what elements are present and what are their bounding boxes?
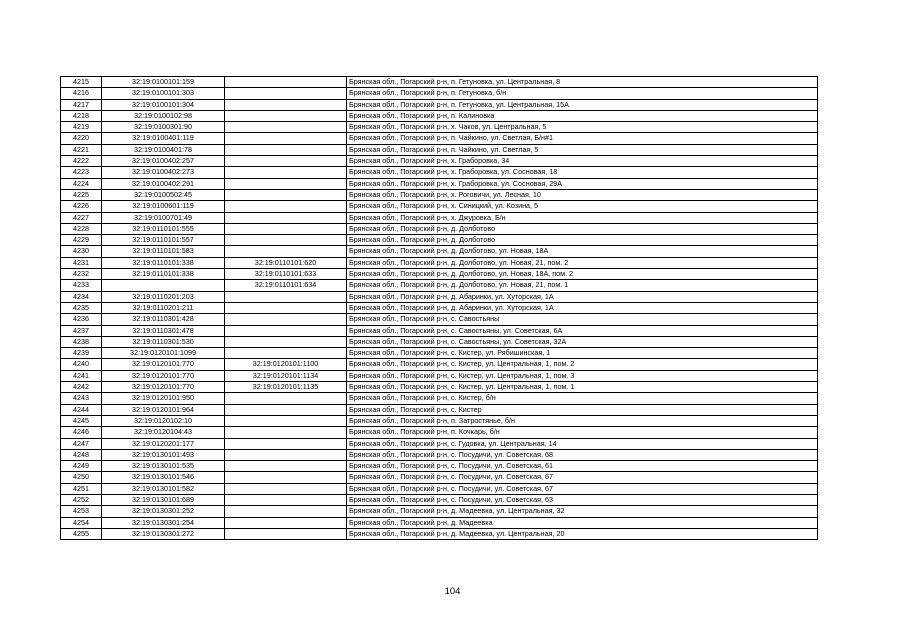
room-cadastral-number-cell	[225, 212, 347, 223]
table-row	[61, 404, 818, 415]
cadastral-number-cell: 32:19:0120101:770	[102, 382, 225, 393]
room-cadastral-number-cell	[225, 528, 347, 539]
room-cadastral-number-cell	[225, 472, 347, 483]
address-cell: Брянская обл., Погарский р-н, с. Кистер, ул. Центральная, 1, пом. 3	[347, 370, 818, 381]
cadastral-number-cell: 32:19:0100502:45	[102, 189, 225, 200]
cadastral-number-cell: 32:19:0100601:119	[102, 201, 225, 212]
row-number-cell: 4247	[61, 438, 102, 449]
table-row	[61, 167, 818, 178]
address-cell: Брянская обл., Погарский р-н, д. Абаринки, ул. Хуторская, 1А	[347, 302, 818, 313]
table-row	[61, 449, 818, 460]
address-cell: Брянская обл., Погарский р-н, с. Кистер	[347, 404, 818, 415]
table-row	[61, 291, 818, 302]
table-row	[61, 325, 818, 336]
row-number-cell: 4229	[61, 235, 102, 246]
row-number-cell: 4249	[61, 461, 102, 472]
cadastral-number-cell: 32:19:0130101:493	[102, 449, 225, 460]
address-cell: Брянская обл., Погарский р-н, с. Кистер, б/н	[347, 393, 818, 404]
table-row	[61, 382, 818, 393]
address-cell: Брянская обл., Погарский р-н, п. Чайкино, ул. Светлая, Б/н#1	[347, 133, 818, 144]
room-cadastral-number-cell	[225, 461, 347, 472]
address-cell: Брянская обл., Погарский р-н, п. Гетуновка, ул. Центральная, 8	[347, 77, 818, 88]
table-row	[61, 393, 818, 404]
address-cell: Брянская обл., Погарский р-н, п. Затростянье, б/н	[347, 415, 818, 426]
cadastral-number-cell: 32:19:0120102:10	[102, 415, 225, 426]
cadastral-number-cell	[102, 280, 225, 291]
room-cadastral-number-cell	[225, 506, 347, 517]
table-row	[61, 189, 818, 200]
room-cadastral-number-cell: 32:19:0120101:1135	[225, 382, 347, 393]
address-cell: Брянская обл., Погарский р-н, с. Посудичи, ул. Советская, 63	[347, 494, 818, 505]
address-cell: Брянская обл., Погарский р-н, х. Джуровка, Б/н	[347, 212, 818, 223]
room-cadastral-number-cell	[225, 88, 347, 99]
room-cadastral-number-cell	[225, 404, 347, 415]
row-number-cell: 4243	[61, 393, 102, 404]
cadastral-number-cell: 32:19:0120101:964	[102, 404, 225, 415]
table-row	[61, 472, 818, 483]
row-number-cell: 4234	[61, 291, 102, 302]
address-cell: Брянская обл., Погарский р-н, х. Граборовка, ул. Сосновая, 18	[347, 167, 818, 178]
table-row	[61, 156, 818, 167]
table-row	[61, 438, 818, 449]
address-cell: Брянская обл., Погарский р-н, п. Гетуновка, ул. Центральная, 15А	[347, 99, 818, 110]
table-row	[61, 359, 818, 370]
address-cell: Брянская обл., Погарский р-н, с. Савостьяны	[347, 314, 818, 325]
room-cadastral-number-cell	[225, 110, 347, 121]
room-cadastral-number-cell: 32:19:0110101:633	[225, 269, 347, 280]
room-cadastral-number-cell: 32:19:0120101:1134	[225, 370, 347, 381]
room-cadastral-number-cell	[225, 77, 347, 88]
cadastral-number-cell: 32:19:0100102:98	[102, 110, 225, 121]
address-cell: Брянская обл., Погарский р-н, д. Долботово	[347, 235, 818, 246]
table-row	[61, 246, 818, 257]
cadastral-number-cell: 32:19:0110101:338	[102, 257, 225, 268]
row-number-cell: 4240	[61, 359, 102, 370]
address-cell: Брянская обл., Погарский р-н, п. Чайкино, ул. Светлая, 5	[347, 144, 818, 155]
room-cadastral-number-cell	[225, 235, 347, 246]
table-row	[61, 223, 818, 234]
table-row	[61, 302, 818, 313]
row-number-cell: 4228	[61, 223, 102, 234]
row-number-cell: 4221	[61, 144, 102, 155]
address-cell: Брянская обл., Погарский р-н, х. Граборовка, ул. Сосновая, 29А	[347, 178, 818, 189]
table-row	[61, 483, 818, 494]
row-number-cell: 4237	[61, 325, 102, 336]
table-row	[61, 348, 818, 359]
cadastral-number-cell: 32:19:0130101:546	[102, 472, 225, 483]
room-cadastral-number-cell	[225, 415, 347, 426]
room-cadastral-number-cell: 32:19:0120101:1100	[225, 359, 347, 370]
room-cadastral-number-cell	[225, 427, 347, 438]
cadastral-number-cell: 32:19:0130101:582	[102, 483, 225, 494]
table-row	[61, 133, 818, 144]
row-number-cell: 4239	[61, 348, 102, 359]
row-number-cell: 4226	[61, 201, 102, 212]
address-cell: Брянская обл., Погарский р-н, х. Роговичи, ул. Лесная, 10	[347, 189, 818, 200]
room-cadastral-number-cell	[225, 494, 347, 505]
address-cell: Брянская обл., Погарский р-н, д. Долботово	[347, 223, 818, 234]
cadastral-number-cell: 32:19:0100101:159	[102, 77, 225, 88]
table-row	[61, 280, 818, 291]
table-row	[61, 122, 818, 133]
address-cell: Брянская обл., Погарский р-н, с. Кистер, ул. Рябишинская, 1	[347, 348, 818, 359]
cadastral-number-cell: 32:19:0100402:257	[102, 156, 225, 167]
row-number-cell: 4246	[61, 427, 102, 438]
row-number-cell: 4232	[61, 269, 102, 280]
property-registry-table	[60, 76, 818, 540]
address-cell: Брянская обл., Погарский р-н, х. Чаков, ул. Центральная, 5	[347, 122, 818, 133]
row-number-cell: 4245	[61, 415, 102, 426]
room-cadastral-number-cell	[225, 133, 347, 144]
address-cell: Брянская обл., Погарский р-н, х. Синицкий, ул. Козина, 5	[347, 201, 818, 212]
room-cadastral-number-cell	[225, 438, 347, 449]
room-cadastral-number-cell	[225, 393, 347, 404]
address-cell: Брянская обл., Погарский р-н, д. Мадеевка, ул. Центральная, 20	[347, 528, 818, 539]
cadastral-number-cell: 32:19:0120104:43	[102, 427, 225, 438]
room-cadastral-number-cell	[225, 167, 347, 178]
page-number: 104	[444, 586, 461, 597]
cadastral-number-cell: 32:19:0110301:530	[102, 336, 225, 347]
address-cell: Брянская обл., Погарский р-н, п. Калиновка	[347, 110, 818, 121]
address-cell: Брянская обл., Погарский р-н, с. Савостьяны, ул. Советская, 32А	[347, 336, 818, 347]
cadastral-number-cell: 32:19:0130301:252	[102, 506, 225, 517]
row-number-cell: 4233	[61, 280, 102, 291]
address-cell: Брянская обл., Погарский р-н, с. Кистер, ул. Центральная, 1, пом. 1	[347, 382, 818, 393]
room-cadastral-number-cell	[225, 449, 347, 460]
address-cell: Брянская обл., Погарский р-н, д. Абаринки, ул. Хуторская, 1А	[347, 291, 818, 302]
room-cadastral-number-cell	[225, 517, 347, 528]
cadastral-number-cell: 32:19:0120101:950	[102, 393, 225, 404]
row-number-cell: 4222	[61, 156, 102, 167]
table-row	[61, 257, 818, 268]
row-number-cell: 4252	[61, 494, 102, 505]
row-number-cell: 4238	[61, 336, 102, 347]
row-number-cell: 4251	[61, 483, 102, 494]
cadastral-number-cell: 32:19:0110101:583	[102, 246, 225, 257]
table-row	[61, 201, 818, 212]
row-number-cell: 4215	[61, 77, 102, 88]
table-row	[61, 144, 818, 155]
table-row	[61, 528, 818, 539]
table-row	[61, 461, 818, 472]
room-cadastral-number-cell: 32:19:0110101:620	[225, 257, 347, 268]
cadastral-number-cell: 32:19:0110301:478	[102, 325, 225, 336]
table-row	[61, 336, 818, 347]
address-cell: Брянская обл., Погарский р-н, п. Гетуновка, б/н	[347, 88, 818, 99]
room-cadastral-number-cell	[225, 189, 347, 200]
address-cell: Брянская обл., Погарский р-н, д. Долботово, ул. Новая, 18А	[347, 246, 818, 257]
room-cadastral-number-cell	[225, 246, 347, 257]
cadastral-number-cell: 32:19:0110101:555	[102, 223, 225, 234]
room-cadastral-number-cell: 32:19:0110101:634	[225, 280, 347, 291]
address-cell: Брянская обл., Погарский р-н, д. Долботово, ул. Новая, 21, пом. 2	[347, 257, 818, 268]
row-number-cell: 4216	[61, 88, 102, 99]
row-number-cell: 4254	[61, 517, 102, 528]
table-row	[61, 77, 818, 88]
address-cell: Брянская обл., Погарский р-н, с. Гудовка, ул. Центральная, 14	[347, 438, 818, 449]
row-number-cell: 4244	[61, 404, 102, 415]
row-number-cell: 4242	[61, 382, 102, 393]
cadastral-number-cell: 32:19:0130101:689	[102, 494, 225, 505]
room-cadastral-number-cell	[225, 483, 347, 494]
cadastral-number-cell: 32:19:0100101:304	[102, 99, 225, 110]
address-cell: Брянская обл., Погарский р-н, д. Мадеевка, ул. Центральная, 32	[347, 506, 818, 517]
cadastral-number-cell: 32:19:0120201:177	[102, 438, 225, 449]
cadastral-number-cell: 32:19:0120101:770	[102, 359, 225, 370]
room-cadastral-number-cell	[225, 336, 347, 347]
address-cell: Брянская обл., Погарский р-н, д. Мадеевка	[347, 517, 818, 528]
room-cadastral-number-cell	[225, 99, 347, 110]
registry-table-body	[61, 77, 818, 540]
table-row	[61, 427, 818, 438]
address-cell: Брянская обл., Погарский р-н, с. Посудичи, ул. Советская, 68	[347, 449, 818, 460]
cadastral-number-cell: 32:19:0110301:428	[102, 314, 225, 325]
room-cadastral-number-cell	[225, 325, 347, 336]
room-cadastral-number-cell	[225, 156, 347, 167]
table-row	[61, 415, 818, 426]
row-number-cell: 4219	[61, 122, 102, 133]
room-cadastral-number-cell	[225, 348, 347, 359]
table-row	[61, 178, 818, 189]
cadastral-number-cell: 32:19:0120101:1099	[102, 348, 225, 359]
address-cell: Брянская обл., Погарский р-н, с. Посудичи, ул. Советская, 61	[347, 461, 818, 472]
room-cadastral-number-cell	[225, 122, 347, 133]
address-cell: Брянская обл., Погарский р-н, д. Долботово, ул. Новая, 21, пом. 1	[347, 280, 818, 291]
cadastral-number-cell: 32:19:0110101:338	[102, 269, 225, 280]
cadastral-number-cell: 32:19:0110201:211	[102, 302, 225, 313]
row-number-cell: 4217	[61, 99, 102, 110]
table-row	[61, 494, 818, 505]
cadastral-number-cell: 32:19:0130301:272	[102, 528, 225, 539]
table-row	[61, 235, 818, 246]
address-cell: Брянская обл., Погарский р-н, с. Посудичи, ул. Советская, 67	[347, 483, 818, 494]
cadastral-number-cell: 32:19:0120101:770	[102, 370, 225, 381]
row-number-cell: 4235	[61, 302, 102, 313]
cadastral-number-cell: 32:19:0100402:291	[102, 178, 225, 189]
room-cadastral-number-cell	[225, 201, 347, 212]
row-number-cell: 4231	[61, 257, 102, 268]
row-number-cell: 4230	[61, 246, 102, 257]
address-cell: Брянская обл., Погарский р-н, с. Кистер, ул. Центральная, 1, пом. 2	[347, 359, 818, 370]
table-row	[61, 99, 818, 110]
address-cell: Брянская обл., Погарский р-н, п. Кочкарь, б/н	[347, 427, 818, 438]
table-row	[61, 517, 818, 528]
address-cell: Брянская обл., Погарский р-н, с. Савостьяны, ул. Советская, 6А	[347, 325, 818, 336]
row-number-cell: 4250	[61, 472, 102, 483]
row-number-cell: 4220	[61, 133, 102, 144]
cadastral-number-cell: 32:19:0110101:557	[102, 235, 225, 246]
row-number-cell: 4224	[61, 178, 102, 189]
row-number-cell: 4241	[61, 370, 102, 381]
room-cadastral-number-cell	[225, 144, 347, 155]
cadastral-number-cell: 32:19:0100401:78	[102, 144, 225, 155]
cadastral-number-cell: 32:19:0100701:49	[102, 212, 225, 223]
room-cadastral-number-cell	[225, 223, 347, 234]
cadastral-number-cell: 32:19:0130301:254	[102, 517, 225, 528]
address-cell: Брянская обл., Погарский р-н, х. Граборовка, 34	[347, 156, 818, 167]
row-number-cell: 4255	[61, 528, 102, 539]
row-number-cell: 4253	[61, 506, 102, 517]
row-number-cell: 4225	[61, 189, 102, 200]
cadastral-number-cell: 32:19:0110201:203	[102, 291, 225, 302]
row-number-cell: 4223	[61, 167, 102, 178]
table-row	[61, 110, 818, 121]
table-row	[61, 212, 818, 223]
room-cadastral-number-cell	[225, 178, 347, 189]
row-number-cell: 4248	[61, 449, 102, 460]
row-number-cell: 4236	[61, 314, 102, 325]
cadastral-number-cell: 32:19:0100101:303	[102, 88, 225, 99]
address-cell: Брянская обл., Погарский р-н, д. Долботово, ул. Новая, 18А, пом. 2	[347, 269, 818, 280]
cadastral-number-cell: 32:19:0100402:273	[102, 167, 225, 178]
address-cell: Брянская обл., Погарский р-н, с. Посудичи, ул. Советская, 67	[347, 472, 818, 483]
row-number-cell: 4227	[61, 212, 102, 223]
room-cadastral-number-cell	[225, 314, 347, 325]
room-cadastral-number-cell	[225, 302, 347, 313]
room-cadastral-number-cell	[225, 291, 347, 302]
cadastral-number-cell: 32:19:0100401:119	[102, 133, 225, 144]
table-row	[61, 269, 818, 280]
cadastral-number-cell: 32:19:0100301:90	[102, 122, 225, 133]
table-row	[61, 314, 818, 325]
table-row	[61, 370, 818, 381]
table-row	[61, 506, 818, 517]
row-number-cell: 4218	[61, 110, 102, 121]
table-row	[61, 88, 818, 99]
cadastral-number-cell: 32:19:0130101:535	[102, 461, 225, 472]
